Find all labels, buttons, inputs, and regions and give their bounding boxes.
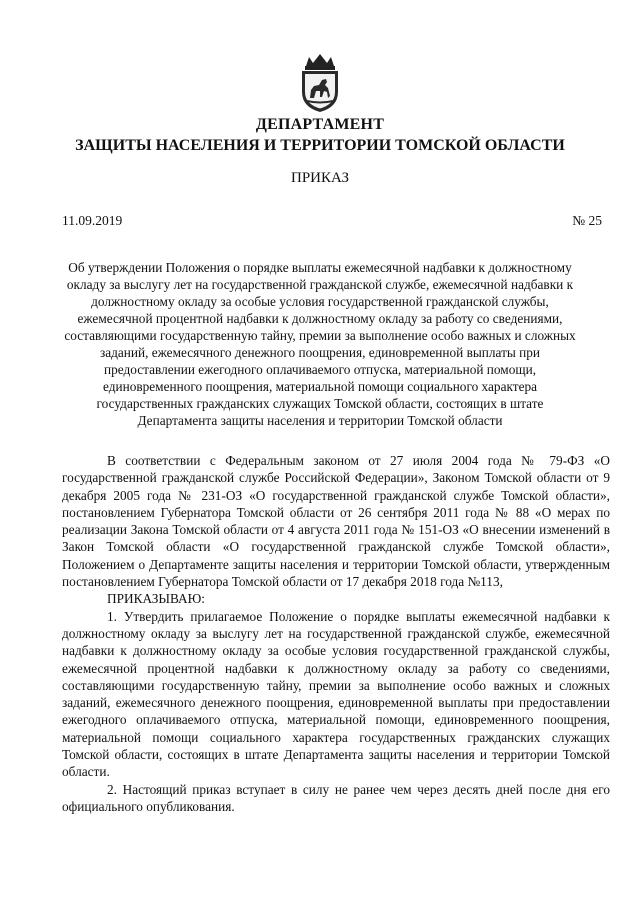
- coat-of-arms-icon: [297, 52, 343, 114]
- document-number: № 25: [572, 213, 602, 228]
- department-title-line2: ЗАЩИТЫ НАСЕЛЕНИЯ И ТЕРРИТОРИИ ТОМСКОЙ ОБЛАСТИ: [75, 137, 565, 154]
- document-type: ПРИКАЗ: [291, 170, 349, 186]
- order-command: ПРИКАЗЫВАЮ:: [107, 591, 205, 607]
- document-body: [62, 452, 610, 815]
- order-item-2: 2. Настоящий приказ вступает в силу не ранее чем через десять дней после дня его официального опубликования.: [62, 781, 610, 814]
- document-subject: Об утверждении Положения о порядке выплаты ежемесячной надбавки к должностному окладу за выслугу лет на государственной гражданской службе, ежемесячной надбавки к должностному окладу за особые условия государственной гражданской службы, ежемесячной процентной надбавки к должностному окладу за работу со сведениями, составляющими государственную тайну, премии за выполнение особо важных и сложных заданий, ежемесячного денежного поощрения, единовременной выплаты при предоставлении ежегодного оплачиваемого отпуска, материальной помощи, единовременного поощрения, материальной помощи социального характера государственных гражданских служащих Томской области, состоящих в штате Департамента защиты населения и территории Томской области: [64, 260, 576, 428]
- preamble-paragraph: В соответствии с Федеральным законом от 27 июля 2004 года № 79-ФЗ «О государственной гражданской службе Российской Федерации», Законом Томской области от 9 декабря 2005 года № 231-ОЗ «О государственной гражданской службе Томской области», постановлением Губернатора Томской области от 26 сентября 2011 года № 88 «О мерах по реализации Закона Томской области от 4 августа 2011 года № 151-ОЗ «О внесении изменений в Закон Томской области «О государственной гражданской службе Томской области», Положением о Департаменте защиты населения и территории Томской области, утвержденным постановлением Губернатора Томской области от 17 декабря 2018 года №113,: [62, 453, 610, 590]
- document-date: 11.09.2019: [62, 213, 123, 228]
- department-title-line1: ДЕПАРТАМЕНТ: [255, 116, 385, 133]
- order-item-1: 1. Утвердить прилагаемое Положение о порядке выплаты ежемесячной надбавки к должностному окладу за выслугу лет на государственной гражданской службе, ежемесячной надбавки к должностному окладу за особые условия государственной гражданской службы, ежемесячной процентной надбавки к должностному окладу за работу со сведениями, составляющими государственную тайну, премии за выполнение особо важных и сложных заданий, ежемесячного денежного поощрения, единовременной выплаты при предоставлении ежегодного оплачиваемого отпуска, материальной помощи, единовременного поощрения, материальной помощи социального характера государственных гражданских служащих Томской области, состоящих в штате Департамента защиты населения и территории Томской области.: [62, 608, 610, 780]
